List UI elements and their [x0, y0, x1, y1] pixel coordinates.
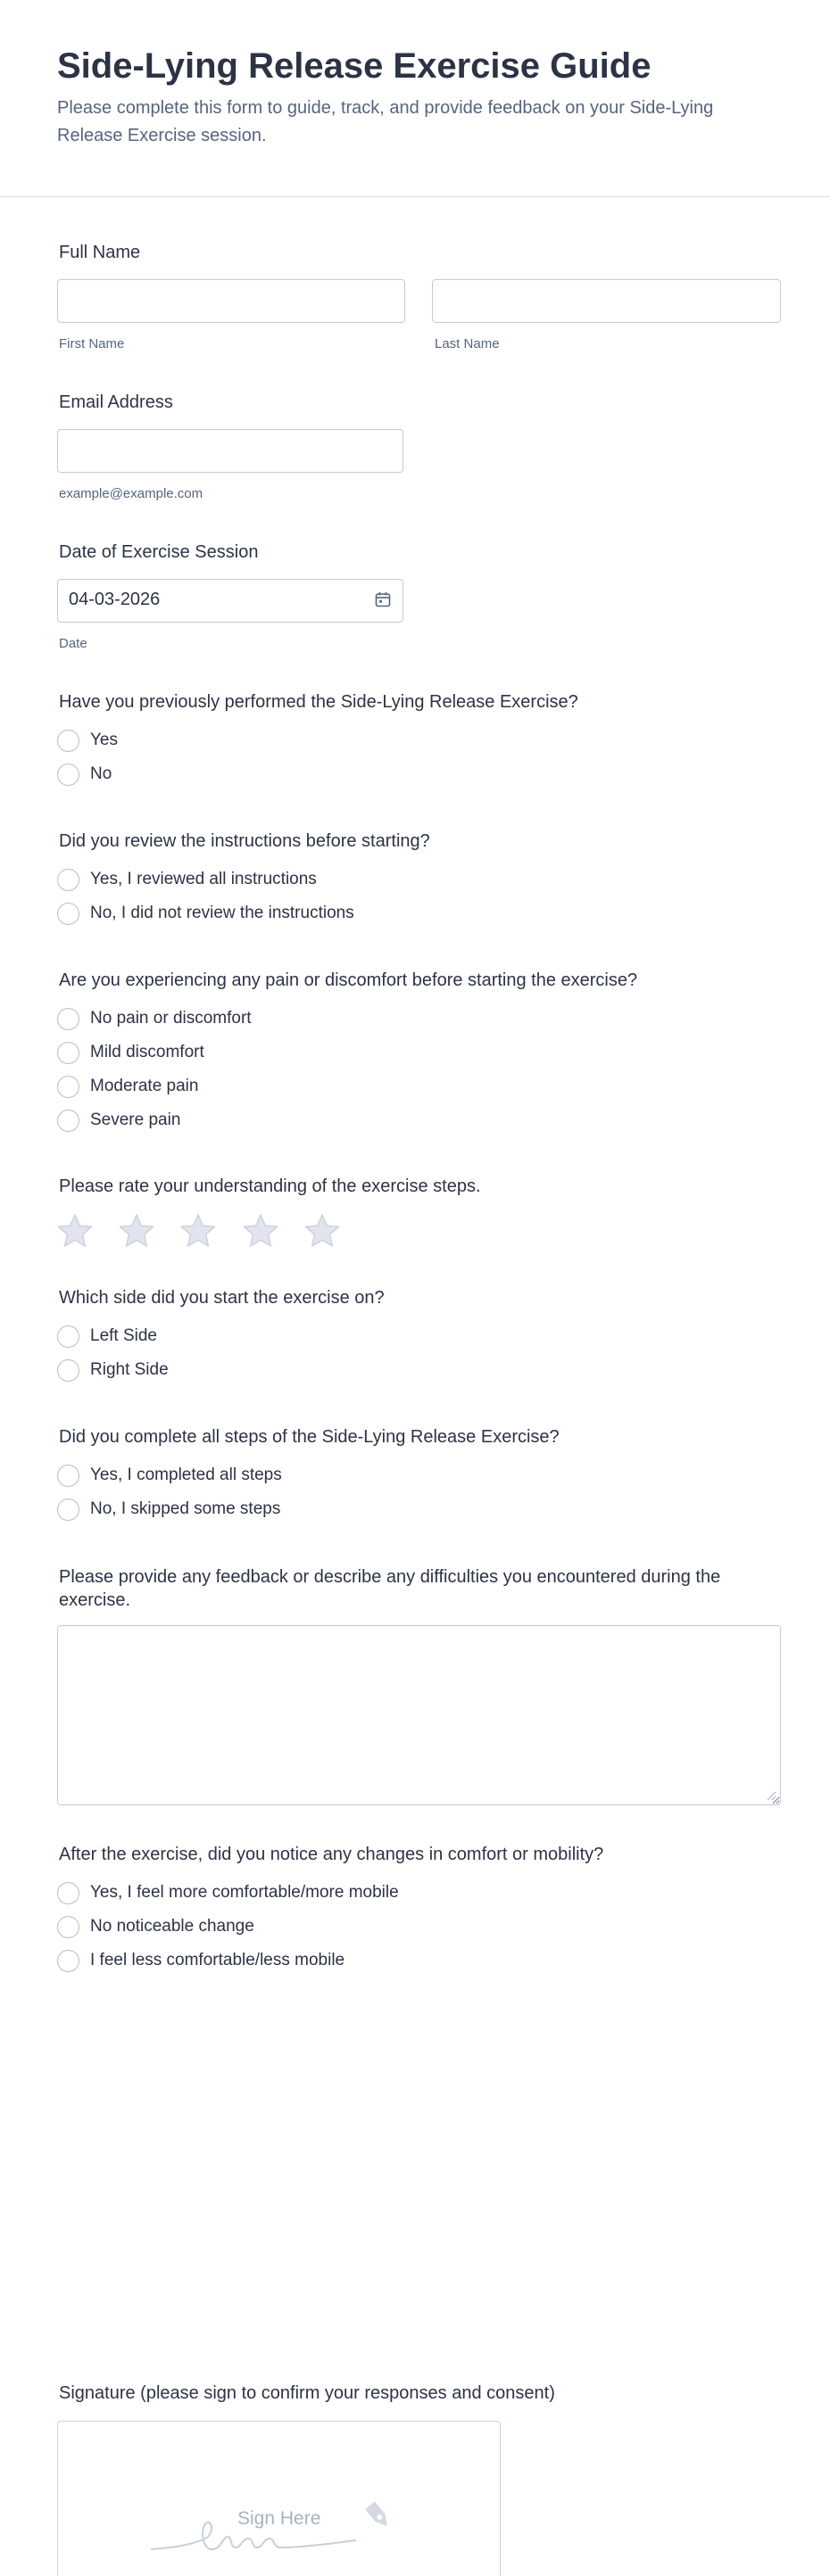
radio-button[interactable] [57, 1950, 79, 1972]
first-name-input[interactable] [57, 279, 405, 323]
radio-button[interactable] [57, 1042, 79, 1064]
starting-side-label: Which side did you start the exercise on? [59, 1288, 385, 1308]
feedback-textarea[interactable] [57, 1625, 781, 1805]
radio-option-label: No noticeable change [90, 1917, 254, 1936]
form-header [0, 0, 830, 197]
form-subtitle: Please complete this form to guide, track, and provide feedback on your Side-Lying Release Exercise session. [57, 98, 714, 145]
first-name-sublabel: First Name [59, 336, 125, 351]
radio-option-label: Right Side [90, 1360, 169, 1379]
radio-option[interactable] [57, 901, 354, 926]
radio-option-label: Left Side [90, 1326, 157, 1345]
instructions-reviewed-label: Did you review the instructions before starting? [59, 831, 430, 851]
radio-option[interactable] [57, 1463, 282, 1488]
radio-option-label: No, I skipped some steps [90, 1499, 281, 1518]
comfort-changes-label: After the exercise, did you notice any changes in comfort or mobility? [59, 1845, 604, 1864]
full-name-label: Full Name [59, 243, 141, 262]
radio-button[interactable] [57, 1882, 79, 1904]
radio-option[interactable] [57, 1006, 252, 1031]
radio-button[interactable] [57, 1325, 79, 1348]
radio-option[interactable] [57, 1358, 169, 1383]
radio-button[interactable] [57, 1076, 79, 1098]
radio-option[interactable] [57, 1074, 198, 1099]
resize-grip-icon[interactable] [766, 1790, 776, 1801]
radio-option-label: Yes, I feel more comfortable/more mobile [90, 1883, 399, 1902]
radio-option-label: I feel less comfortable/less mobile [90, 1951, 345, 1969]
radio-button[interactable] [57, 1359, 79, 1382]
date-value: 04-03-2026 [69, 590, 161, 609]
email-input[interactable] [57, 429, 403, 473]
radio-option[interactable] [57, 1497, 280, 1522]
understanding-rating-label: Please rate your understanding of the exercise steps. [59, 1177, 481, 1196]
radio-button[interactable] [57, 730, 79, 752]
radio-option-label: Yes, I reviewed all instructions [90, 870, 317, 888]
star-icon[interactable] [242, 1213, 279, 1249]
radio-option[interactable] [57, 1948, 344, 1973]
radio-option-label: Yes, I completed all steps [90, 1466, 282, 1484]
radio-button[interactable] [57, 764, 79, 786]
calendar-icon[interactable] [375, 591, 391, 607]
radio-option[interactable] [57, 1880, 399, 1905]
radio-option-label: No pain or discomfort [90, 1009, 252, 1028]
star-icon[interactable] [303, 1213, 341, 1249]
radio-option-label: Severe pain [90, 1110, 181, 1129]
last-name-sublabel: Last Name [435, 336, 500, 351]
pen-icon [361, 2499, 403, 2540]
radio-option[interactable] [57, 1040, 204, 1065]
completed-steps-label: Did you complete all steps of the Side-Lying Release Exercise? [59, 1427, 560, 1447]
radio-option-label: No [90, 764, 112, 783]
radio-option[interactable] [57, 1324, 157, 1349]
radio-option[interactable] [57, 1914, 254, 1939]
radio-button[interactable] [57, 869, 79, 891]
radio-button[interactable] [57, 1499, 79, 1521]
feedback-label: Please provide any feedback or describe any difficulties you encountered during the exercise. [59, 1567, 721, 1610]
radio-option[interactable] [57, 867, 317, 892]
previous-performed-label: Have you previously performed the Side-Lying Release Exercise? [59, 692, 578, 712]
radio-option-label: No, I did not review the instructions [90, 904, 354, 922]
star-icon[interactable] [56, 1213, 94, 1249]
radio-button[interactable] [57, 1110, 79, 1132]
last-name-input[interactable] [432, 279, 781, 323]
star-icon[interactable] [179, 1213, 217, 1249]
radio-option[interactable] [57, 1108, 180, 1133]
date-sublabel: Date [59, 636, 87, 651]
star-icon[interactable] [118, 1213, 155, 1249]
radio-option-label: Mild discomfort [90, 1043, 204, 1061]
radio-button[interactable] [57, 1916, 79, 1938]
radio-button[interactable] [57, 1008, 79, 1030]
radio-button[interactable] [57, 1465, 79, 1487]
email-sublabel: example@example.com [59, 486, 203, 501]
pain-level-label: Are you experiencing any pain or discomfort before starting the exercise? [59, 970, 638, 990]
radio-option-label: Yes [90, 731, 118, 749]
radio-button[interactable] [57, 903, 79, 925]
radio-option[interactable] [57, 728, 118, 753]
email-label: Email Address [59, 392, 173, 412]
date-label: Date of Exercise Session [59, 542, 259, 562]
sign-here-placeholder: Sign Here [237, 2508, 321, 2529]
radio-option-label: Moderate pain [90, 1077, 199, 1095]
radio-option[interactable] [57, 762, 112, 787]
signature-label: Signature (please sign to confirm your responses and consent) [59, 2383, 555, 2403]
form-title: Side-Lying Release Exercise Guide [57, 46, 652, 86]
